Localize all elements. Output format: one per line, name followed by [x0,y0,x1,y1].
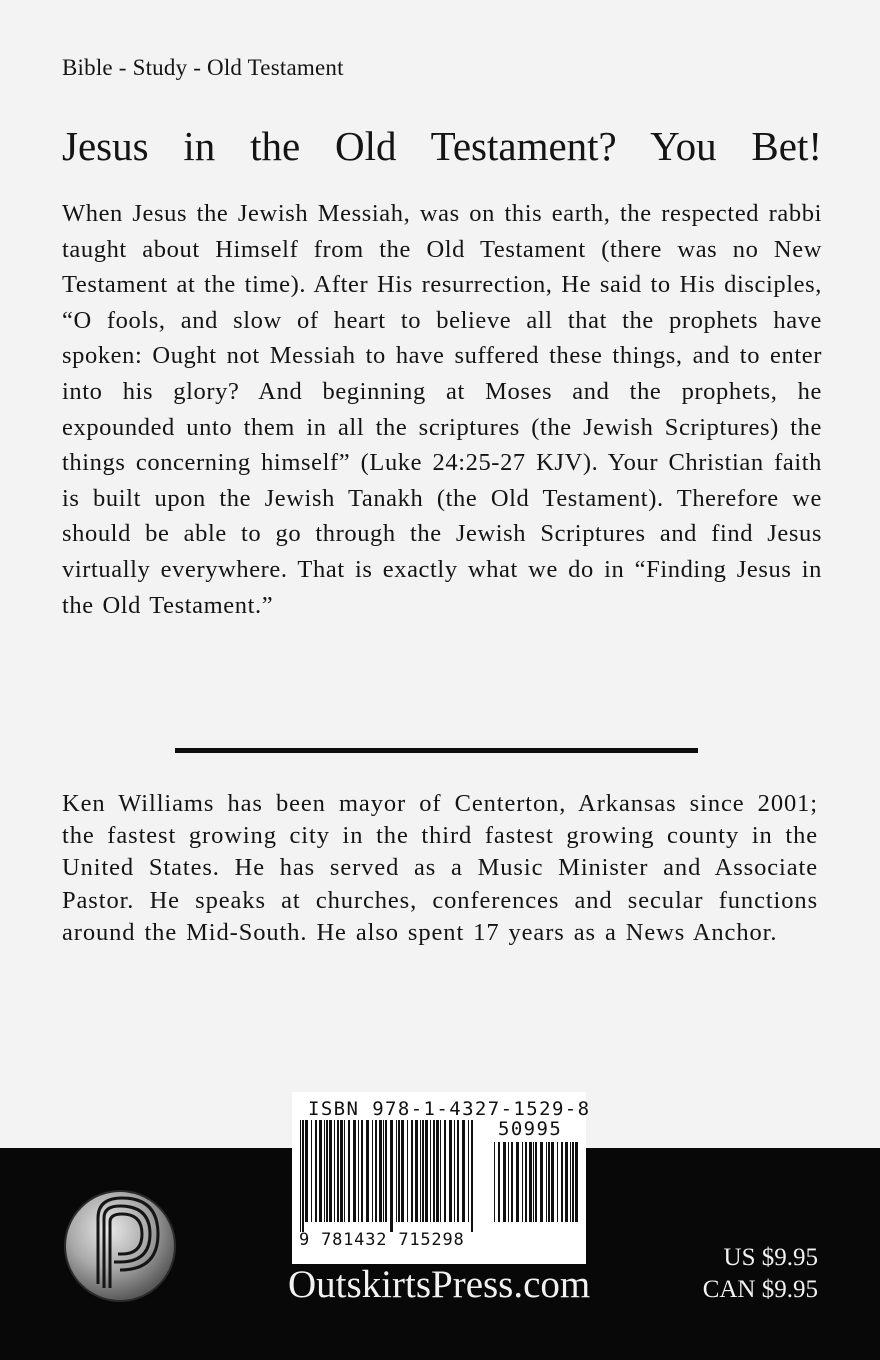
publisher-logo-icon [62,1188,178,1304]
publisher-website: OutskirtsPress.com [288,1263,591,1306]
category-label: Bible - Study - Old Testament [62,55,344,80]
isbn-label: ISBN 978-1-4327-1529-8 [308,1098,591,1120]
price-can: CAN $9.95 [702,1276,818,1303]
addon-barcode [494,1142,580,1232]
divider-rule [175,748,698,753]
headline: Jesus in the Old Testament? You Bet! [62,123,822,169]
ean-digits: 9 781432 715298 [299,1230,465,1250]
author-bio: Ken Williams has been mayor of Centerton, Arkansas since 2001; the fastest growing city in the third fastest growing county in the United States. He has served as a Music Minister and Associate Pastor. He speaks at churches, conferences and secular functions around the Mid-South. He also spent 17 years as a News Anchor. [62,790,818,946]
ean-barcode [300,1120,476,1232]
price-code: 50995 [498,1118,563,1140]
price-us: US $9.95 [723,1244,818,1271]
book-description: When Jesus the Jewish Messiah, was on this earth, the respected rabbi taught about Himself from the Old Testament (there was no New Testament at the time). After His resurrection, He said to His disciples, “O fools, and slow of heart to believe all that the prophets have spoken: Ought not Messiah to have suffered these things, and to enter into his glory? And beginning at Moses and the prophets, he expounded unto them in all the scriptures (the Jewish Scriptures) the things concerning himself” (Luke 24:25-27 KJV). Your Christian faith is built upon the Jewish Tanakh (the Old Testament). Therefore we should be able to go through the Jewish Scriptures and find Jesus virtually everywhere. That is exactly what we do in “Finding Jesus in the Old Testament.” [62,200,822,619]
